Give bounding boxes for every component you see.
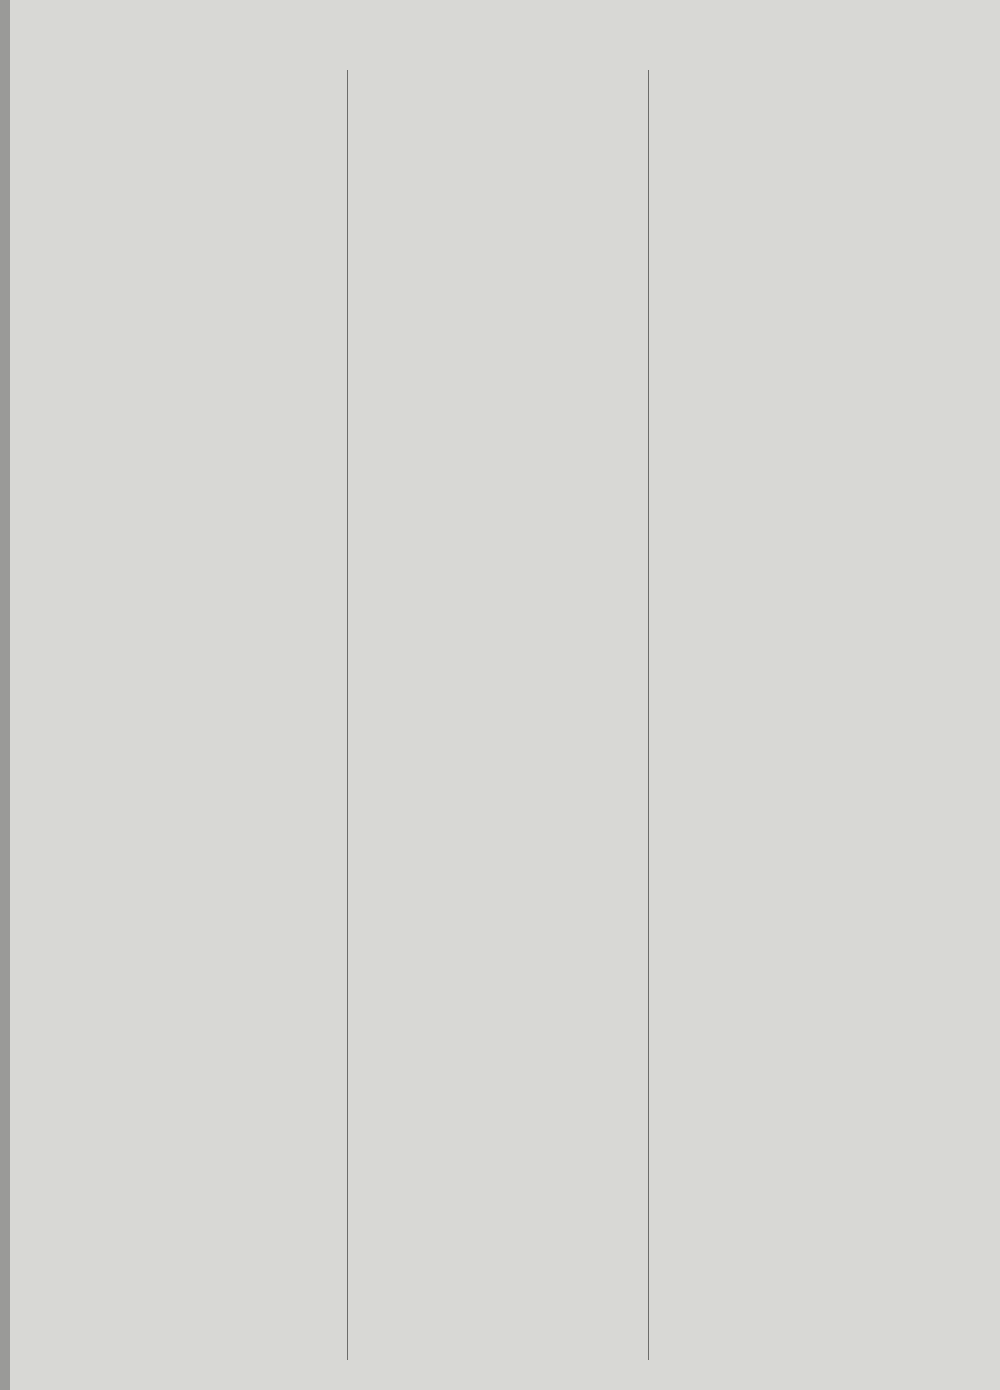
column-middle — [354, 68, 646, 1363]
column-left — [52, 68, 340, 1363]
column-right — [651, 68, 956, 1363]
column-rule — [347, 70, 348, 1360]
page-header — [10, 26, 1000, 66]
column-rule — [648, 70, 649, 1360]
